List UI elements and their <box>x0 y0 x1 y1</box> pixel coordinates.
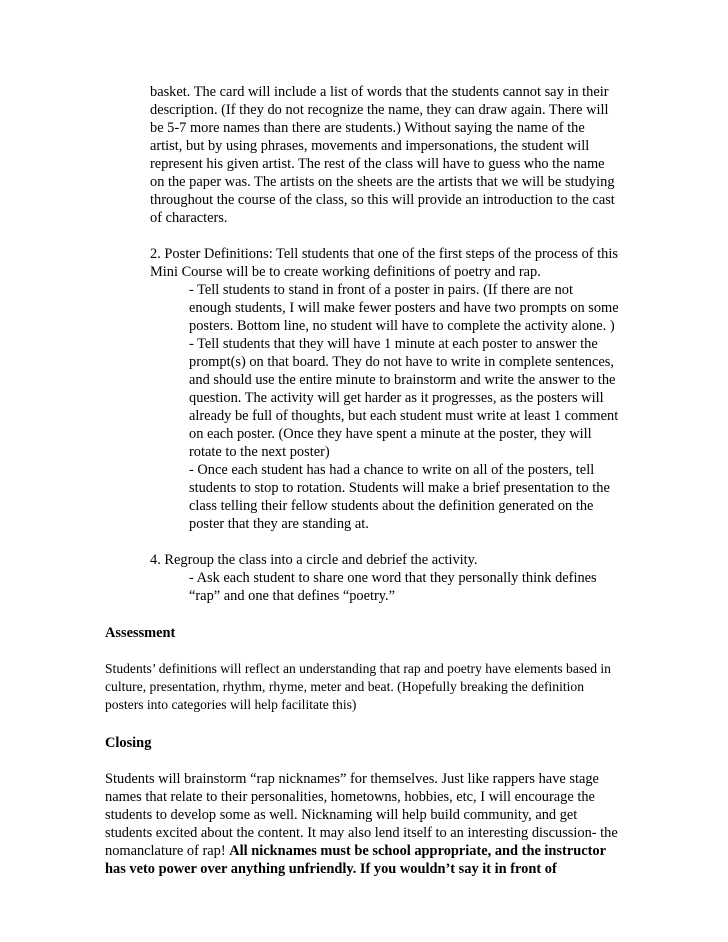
step2-line: Mini Course will be to create working definitions of poetry and rap. <box>150 264 541 280</box>
closing-heading: Closing <box>105 735 152 751</box>
step2-sub3-line: class telling their fellow students about the definition generated on the <box>189 498 594 514</box>
step2-sub2-line: already be full of thoughts, but each student must write at least 1 comment <box>189 408 619 424</box>
closing-line: students excited about the content. It may also lend itself to an interesting discussion- the <box>105 825 618 841</box>
step4-sub-line: “rap” and one that defines “poetry.” <box>189 588 396 604</box>
step2-sub2-line: on each poster. (Once they have spent a minute at the poster, they will <box>189 426 592 442</box>
intro-line: basket. The card will include a list of words that the students cannot say in their <box>150 84 609 100</box>
intro-line: represent his given artist. The rest of the class will have to guess who the name <box>150 156 605 172</box>
closing-line: names that relate to their personalities, hometowns, hobbies, etc, I will encourage the <box>105 789 595 805</box>
step2-sub3-line: students to stop to rotation. Students will make a brief presentation to the <box>189 480 610 496</box>
step2-sub1-line: enough students, I will make fewer posters and have two prompts on some <box>189 300 619 316</box>
assessment-line: posters into categories will help facilitate this) <box>105 697 357 712</box>
closing-line-normal: nomanclature of rap! <box>105 843 230 859</box>
closing-line <box>105 842 606 860</box>
step2-sub1-line: posters. Bottom line, no student will have to complete the activity alone. ) <box>189 318 615 334</box>
intro-line: description. (If they do not recognize the name, they can draw again. There will <box>150 102 609 118</box>
assessment-heading: Assessment <box>105 625 176 641</box>
step2-sub3-line: poster that they are standing at. <box>189 516 369 532</box>
step2-sub2-line: and should use the entire minute to brainstorm and write the answer to the <box>189 372 616 388</box>
step2-sub3-line: - Once each student has had a chance to write on all of the posters, tell <box>189 462 595 478</box>
assessment-line: Students’ definitions will reflect an understanding that rap and poetry have elements based in <box>105 661 611 676</box>
step2-sub2-line: - Tell students that they will have 1 minute at each poster to answer the <box>189 336 598 352</box>
closing-line-bold: All nicknames must be school appropriate, and the instructor <box>229 843 606 859</box>
step2-sub2-line: question. The activity will get harder as it progresses, as the posters will <box>189 390 604 406</box>
intro-line: artist, but by using phrases, movements and impersonations, the student will <box>150 138 590 154</box>
step2-sub1-line: - Tell students to stand in front of a poster in pairs. (If there are not <box>189 282 573 298</box>
step2-sub2-line: prompt(s) on that board. They do not have to write in complete sentences, <box>189 354 614 370</box>
intro-line: of characters. <box>150 210 228 226</box>
intro-line: on the paper was. The artists on the sheets are the artists that we will be studying <box>150 174 615 190</box>
step4-line: 4. Regroup the class into a circle and debrief the activity. <box>150 552 478 568</box>
intro-line: throughout the course of the class, so this will provide an introduction to the cast <box>150 192 615 208</box>
intro-line: be 5-7 more names than there are students.) Without saying the name of the <box>150 120 585 136</box>
closing-line: Students will brainstorm “rap nicknames” for themselves. Just like rappers have stage <box>105 771 599 787</box>
closing-line-bold: has veto power over anything unfriendly. If you wouldn’t say it in front of <box>105 861 557 877</box>
step2-line: 2. Poster Definitions: Tell students that one of the first steps of the process of this <box>150 246 618 262</box>
step4-sub-line: - Ask each student to share one word that they personally think defines <box>189 570 597 586</box>
step2-sub2-line: rotate to the next poster) <box>189 444 330 460</box>
assessment-line: culture, presentation, rhythm, rhyme, meter and beat. (Hopefully breaking the definition <box>105 679 585 694</box>
closing-line: students to develop some as well. Nicknaming will help build community, and get <box>105 807 578 823</box>
